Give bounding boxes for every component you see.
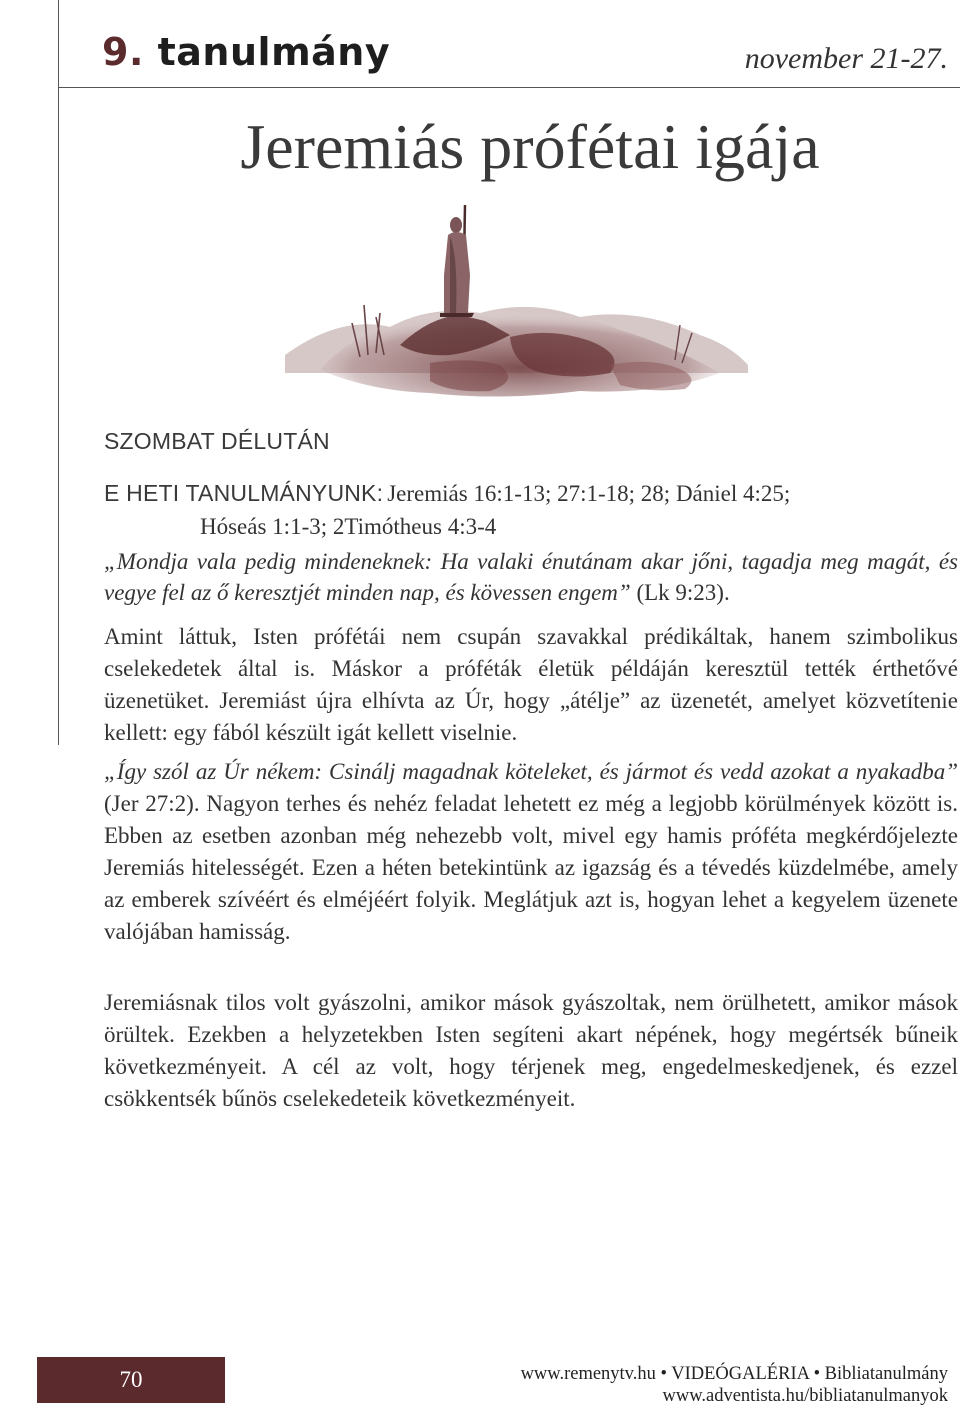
footer-url-line[interactable]: www.adventista.hu/bibliatanulmanyok: [662, 1386, 948, 1406]
page-number-box: [37, 1357, 225, 1403]
lesson-date: november 21-27.: [744, 42, 948, 75]
page-number: 70: [119, 1367, 143, 1392]
paragraph-2-body: (Jer 27:2). Nagyon terhes és nehéz feladat lehetett ez még a legjobb körülmények között is. Ebben az esetben azonban még nehezebb volt, mivel egy hamis próféta megkérdőjelezte Jeremiás hitelességét. Ezen a héten betekintünk az igazság és a tévedés küzdelmébe, amely az emberek szívéért és elméjéért folyik. Meglátjuk azt is, hogyan lehet a kegyelem üzenete valójában hamisság.: [104, 791, 958, 944]
lesson-number: [102, 30, 390, 74]
section-heading-block: [104, 428, 958, 455]
prophet-on-rocks-illustration: [280, 195, 750, 405]
footer-links-line[interactable]: www.remenytv.hu • VIDEÓGALÉRIA • Bibliatanulmány: [520, 1364, 948, 1384]
weekly-references: [104, 478, 958, 542]
paragraph-3: Jeremiásnak tilos volt gyászolni, amikor mások gyászoltak, nem örülhetett, amikor mások örültek. Ezekben a helyzetekben Isten segíteni akart népének, hogy megértsék bűneik következményeit. A cél az volt, hogy térjenek meg, engedelmeskedjenek, és ezzel csökkentsék bűnös cselekedeteik következményeit.: [104, 990, 958, 1111]
memory-verse-text: „Mondja vala pedig mindeneknek: Ha valaki énutánam akar jőni, tagadja meg magát, és vegye fel az ő keresztjét minden nap, és kövessen engem”: [104, 549, 958, 605]
paragraph-2-quote: „Így szól az Úr nékem: Csinálj magadnak köteleket, és jármot és vedd azokat a nyakadba”: [104, 759, 958, 784]
lesson-number-digit: 9.: [102, 30, 144, 74]
memory-verse: [104, 546, 958, 608]
paragraph-1: Amint láttuk, Isten prófétái nem csupán szavakkal prédikáltak, hanem szimbolikus cselekedetek által is. Máskor a próféták életük példáján keresztül tették érthetővé üzenetüket. Jeremiást újra elhívta az Úr, hogy „átélje” az üzenetét, amelyet közvetítenie kellett: egy fából készült igát kellett viselnie.: [104, 624, 958, 745]
references-line-1: Jeremiás 16:1-13; 27:1-18; 28; Dániel 4:25;: [387, 481, 791, 506]
section-heading: SZOMBAT DÉLUTÁN: [104, 428, 330, 454]
paragraph-2: [104, 756, 958, 948]
page-title: Jeremiás prófétai igája: [240, 111, 820, 182]
references-line-2: Hóseás 1:1-3; 2Timótheus 4:3-4: [200, 514, 497, 539]
memory-verse-reference: (Lk 9:23).: [630, 580, 730, 605]
lesson-number-word: tanulmány: [157, 30, 391, 74]
references-label: E HETI TANULMÁNYUNK:: [104, 480, 384, 506]
header-rule: [58, 87, 960, 88]
